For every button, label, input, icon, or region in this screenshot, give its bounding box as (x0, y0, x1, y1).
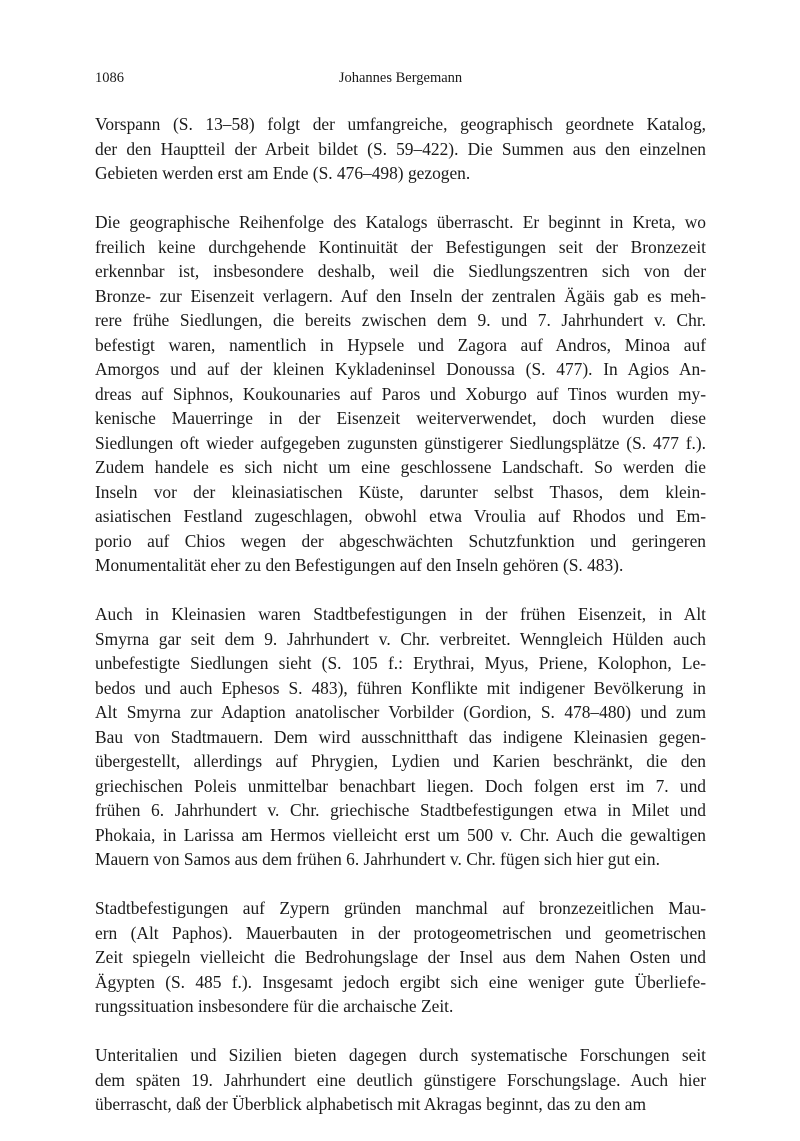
text-line: Gebieten werden erst am Ende (S. 476–498) gezogen. (95, 163, 471, 183)
text-line: asiatischen Festland zugeschlagen, obwohl etwa Vroulia auf Rhodos und Em- (95, 506, 706, 526)
text-line: porio auf Chios wegen der abgeschwächten Schutzfunktion und geringeren (95, 530, 706, 551)
body-text (95, 112, 706, 1141)
text-line: Phokaia, in Larissa am Hermos vielleicht erst um 500 v. Chr. Auch die gewaltigen (95, 824, 706, 845)
page-header (95, 70, 706, 92)
text-line: dreas auf Siphnos, Koukounaries auf Paros und Xoburgo auf Tinos wurden my- (95, 383, 706, 404)
text-line: Die geographische Reihenfolge des Katalogs überrascht. Er beginnt in Kreta, wo (95, 212, 706, 232)
text-line: kenische Mauerringe in der Eisenzeit weiterverwendet, doch wurden diese (95, 408, 706, 428)
text-line: unbefestigte Siedlungen sieht (S. 105 f.: Erythrai, Myus, Priene, Kolophon, Le- (95, 653, 706, 673)
text-line: Bronze- zur Eisenzeit verlagern. Auf den Inseln der zentralen Ägäis gab es meh- (95, 285, 706, 306)
text-line: bedos und auch Ephesos S. 483), führen Konflikte mit indigener Bevölkerung in (95, 677, 706, 698)
text-line: Inseln vor der kleinasiatischen Küste, darunter selbst Thasos, dem klein- (95, 481, 706, 502)
paragraph (95, 112, 706, 186)
text-line: Amorgos und auf der kleinen Kykladeninsel Donoussa (S. 477). In Agios An- (95, 359, 706, 379)
text-line: Ägypten (S. 485 f.). Insgesamt jedoch ergibt sich eine weniger gute Überliefe- (95, 971, 706, 992)
text-line: Smyrna gar seit dem 9. Jahrhundert v. Chr. verbreitet. Wenngleich Hülden auch (95, 628, 706, 649)
text-line: befestigt waren, namentlich in Hypsele und Zagora auf Andros, Minoa auf (95, 334, 706, 355)
text-line: frühen 6. Jahrhundert v. Chr. griechische Stadtbefestigungen etwa in Milet und (95, 800, 706, 820)
text-line: Siedlungen oft wieder aufgegeben zugunsten günstigerer Siedlungsplätze (S. 477 f.). (95, 432, 706, 453)
paragraph (95, 896, 706, 1019)
text-line: griechischen Poleis unmittelbar benachbart liegen. Doch folgen erst im 7. und (95, 775, 706, 796)
text-line: Zeit spiegeln vielleicht die Bedrohungslage der Insel aus dem Nahen Osten und (95, 947, 706, 967)
text-line: Zudem handele es sich nicht um eine geschlossene Landschaft. So werden die (95, 457, 706, 477)
paragraph (95, 210, 706, 578)
text-line: Stadtbefestigungen auf Zypern gründen manchmal auf bronzezeitlichen Mau- (95, 898, 706, 918)
running-head: Johannes Bergemann (338, 70, 463, 86)
text-line: übergestellt, allerdings auf Phrygien, Lydien und Karien beschränkt, die den (95, 751, 706, 771)
paragraph (95, 602, 706, 872)
text-line: der den Hauptteil der Arbeit bildet (S. 59–422). Die Summen aus den einzelnen (95, 138, 706, 159)
text-line: Bau von Stadtmauern. Dem wird ausschnitthaft das indigene Kleinasien gegen- (95, 726, 706, 747)
text-line: Alt Smyrna zur Adaption anatolischer Vorbilder (Gordion, S. 478–480) und zum (95, 702, 706, 722)
text-line: Mauern von Samos aus dem frühen 6. Jahrhundert v. Chr. fügen sich hier gut ein. (95, 849, 660, 869)
text-line: rungssituation insbesondere für die archaische Zeit. (95, 996, 454, 1016)
text-line: dem späten 19. Jahrhundert eine deutlich günstigere Forschungslage. Auch hier (95, 1069, 706, 1090)
text-line: überrascht, daß der Überblick alphabetisch mit Akragas beginnt, das zu den am (95, 1094, 647, 1114)
text-line: ern (Alt Paphos). Mauerbauten in der protogeometrischen und geometrischen (95, 922, 706, 943)
text-line: freilich keine durchgehende Kontinuität der Befestigungen seit der Bronzezeit (95, 236, 706, 257)
text-line: Vorspann (S. 13–58) folgt der umfangreiche, geographisch geordnete Katalog, (95, 114, 706, 134)
text-line: Monumentalität eher zu den Befestigungen auf den Inseln gehören (S. 483). (95, 555, 624, 575)
text-line: Auch in Kleinasien waren Stadtbefestigungen in der frühen Eisenzeit, in Alt (95, 604, 706, 624)
paragraph (95, 1043, 706, 1117)
text-line: Unteritalien und Sizilien bieten dagegen durch systematische Forschungen seit (95, 1045, 706, 1065)
text-line: rere frühe Siedlungen, die bereits zwischen dem 9. und 7. Jahrhundert v. Chr. (95, 310, 706, 330)
page-number: 1086 (95, 70, 124, 86)
text-line: erkennbar ist, insbesondere deshalb, weil die Siedlungszentren sich von der (95, 261, 706, 281)
